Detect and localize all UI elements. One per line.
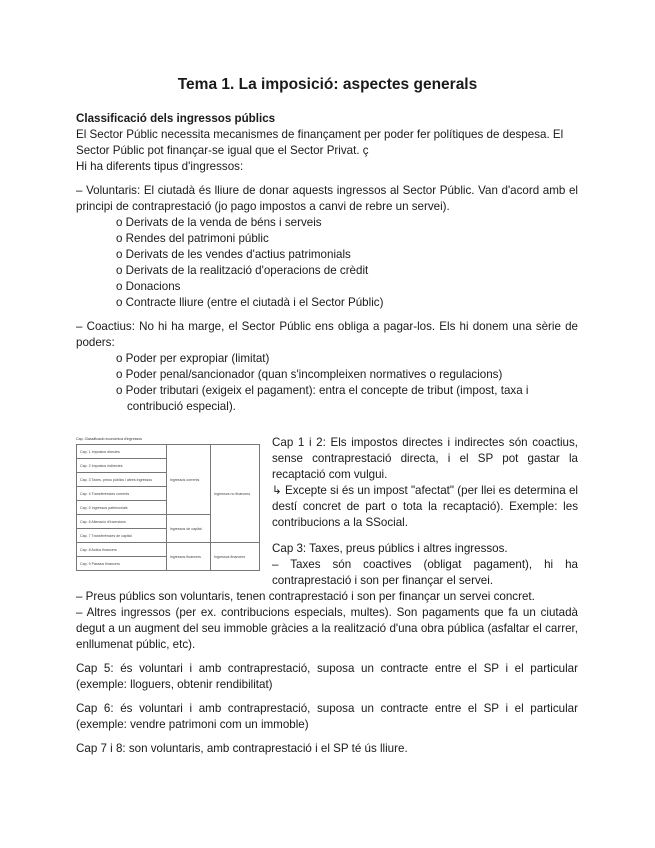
table-group-cell: Ingressos corrents <box>166 445 210 515</box>
list-item: o Derivats de la realització d'operacions de crèdit <box>116 264 369 277</box>
classification-table-image <box>76 435 260 589</box>
voluntaris-list <box>76 215 578 311</box>
cap12-paragraph: Cap 1 i 2: Els impostos directes i indirectes són coactius, sense contraprestació directa, i el SP pot gastar la recaptació com vulgui. <box>272 436 578 481</box>
list-item: o Rendes del patrimoni públic <box>116 232 269 245</box>
table-cell: Cap. 4 Transferències corrents <box>77 487 167 501</box>
intro-paragraph: El Sector Públic necessita mecanismes de finançament per poder fer polítiques de despesa. El Sector Públic pot finançar-se igual que el Sector Privat. ç <box>76 128 564 157</box>
table-group-cell: Ingressos financers <box>166 543 210 571</box>
section-heading: Classificació dels ingressos públics <box>76 112 276 125</box>
list-item: o Derivats de la venda de béns i serveis <box>116 216 322 229</box>
document-body <box>76 111 578 757</box>
cap12-note: ↳ Excepte si és un impost "afectat" (per llei es determina el destí concret de part o tota la recaptació). Exemple: les contribucions a la SSocial. <box>272 484 578 529</box>
list-item: o Poder per expropiar (limitat) <box>116 352 270 365</box>
table-cell: Cap. 6 Alienació d'inversions <box>77 515 167 529</box>
table-cell: Cap. 8 Actius financers <box>77 543 167 557</box>
page-title: Tema 1. La imposició: aspectes generals <box>177 76 478 93</box>
preus-publics-paragraph: – Preus públics son voluntaris, tenen contraprestació i son per finançar un servei concret. <box>76 590 535 603</box>
table-cell: Cap. 9 Passius financers <box>77 557 167 571</box>
coactius-paragraph: – Coactius: No hi ha marge, el Sector Públic ens obliga a pagar-los. Els hi donem una sèrie de poders: <box>76 320 578 349</box>
cap3-taxes: – Taxes són coactives (obligat pagament), hi ha contraprestació i son per finançar el servei. <box>272 558 578 587</box>
altres-ingressos-paragraph: – Altres ingressos (per ex. contribucions especials, multes). Son pagaments que fa un ciutadà degut a un augment del seu immoble gràcies a la realització d'una obra pública (asfaltar el carrer, enllumenat públic, etc). <box>76 606 578 651</box>
list-item: o Poder tributari (exigeix el pagament): entra el concepte de tribut (impost, taxa i contribució especial). <box>116 384 529 413</box>
table-group-cell: Ingressos no financers <box>210 445 259 543</box>
table-section <box>76 435 578 589</box>
table-cell: Cap. 5 Ingressos patrimonials <box>77 501 167 515</box>
table-caption: Cap. Classificació econòmica d'ingressos <box>76 437 143 441</box>
voluntaris-paragraph: – Voluntaris: El ciutadà és lliure de donar aquests ingressos al Sector Públic. Van d'acord amb el principi de contraprestació (jo pago impostos a canvi de rebre un servei). <box>76 184 578 213</box>
classification-table <box>76 437 260 571</box>
table-group-cell: Ingressos de capital <box>166 515 210 543</box>
intro-line: Hi ha diferents tipus d'ingressos: <box>76 160 244 173</box>
list-item: o Donacions <box>116 280 181 293</box>
table-commentary <box>272 435 578 589</box>
list-item: o Poder penal/sancionador (quan s'incompleixen normatives o regulacions) <box>116 368 503 381</box>
table-cell: Cap. 7 Transferències de capital <box>77 529 167 543</box>
table-group-cell: Ingressos financers <box>210 543 259 571</box>
cap3-title: Cap 3: Taxes, preus públics i altres ingressos. <box>272 542 508 555</box>
list-item: o Derivats de les vendes d'actius patrimonials <box>116 248 351 261</box>
table-cell: Cap. 1 Impostos directes <box>77 445 167 459</box>
cap5-paragraph: Cap 5: és voluntari i amb contraprestació, suposa un contracte entre el SP i el particular (exemple: lloguers, obtenir rendibilitat) <box>76 662 578 691</box>
coactius-list <box>76 351 578 415</box>
list-item: o Contracte lliure (entre el ciutadà i el Sector Públic) <box>116 296 384 309</box>
cap6-paragraph: Cap 6: és voluntari i amb contraprestació, suposa un contracte entre el SP i el particular (exemple: vendre patrimoni com un immoble) <box>76 702 578 731</box>
table-cell: Cap. 3 Taxes, preus públics i altres ingressos <box>77 473 167 487</box>
table-cell: Cap. 2 Impostos indirectes <box>77 459 167 473</box>
cap78-paragraph: Cap 7 i 8: son voluntaris, amb contraprestació i el SP té ús lliure. <box>76 742 408 755</box>
